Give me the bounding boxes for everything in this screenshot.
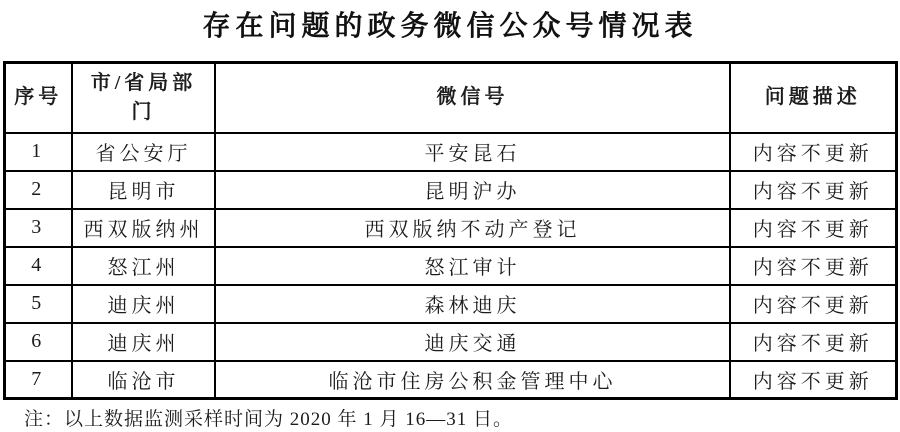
department-cell: 昆明市 <box>72 171 215 209</box>
department-cell: 西双版纳州 <box>72 209 215 247</box>
wechat-account-cell: 平安昆石 <box>215 133 730 171</box>
wechat-account-cell: 森林迪庆 <box>215 285 730 323</box>
table-row <box>4 247 896 285</box>
wechat-account-cell: 临沧市住房公积金管理中心 <box>215 361 730 399</box>
issue-cell: 内容不更新 <box>730 285 896 323</box>
serial-number-cell: 7 <box>4 361 72 399</box>
serial-number-cell: 5 <box>4 285 72 323</box>
table-row <box>4 285 896 323</box>
department-cell: 迪庆州 <box>72 323 215 361</box>
issue-cell: 内容不更新 <box>730 361 896 399</box>
wechat-account-cell: 昆明沪办 <box>215 171 730 209</box>
department-cell: 临沧市 <box>72 361 215 399</box>
wechat-account-cell: 怒江审计 <box>215 247 730 285</box>
header-issue-description: 问题描述 <box>730 63 896 133</box>
page-title: 存在问题的政务微信公众号情况表 <box>202 11 698 42</box>
wechat-account-cell: 迪庆交通 <box>215 323 730 361</box>
wechat-account-cell: 西双版纳不动产登记 <box>215 209 730 247</box>
serial-number-cell: 2 <box>4 171 72 209</box>
serial-number-cell: 4 <box>4 247 72 285</box>
issue-cell: 内容不更新 <box>730 209 896 247</box>
department-cell: 怒江州 <box>72 247 215 285</box>
issue-cell: 内容不更新 <box>730 171 896 209</box>
department-cell: 迪庆州 <box>72 285 215 323</box>
issue-cell: 内容不更新 <box>730 133 896 171</box>
department-cell: 省公安厅 <box>72 133 215 171</box>
table-row <box>4 209 896 247</box>
header-wechat-account: 微信号 <box>215 63 730 133</box>
table-row <box>4 171 896 209</box>
serial-number-cell: 6 <box>4 323 72 361</box>
table-row <box>4 323 896 361</box>
header-department-label: 市/省局部门 <box>90 71 197 123</box>
issue-cell: 内容不更新 <box>730 323 896 361</box>
header-serial-number: 序号 <box>4 63 72 133</box>
serial-number-cell: 3 <box>4 209 72 247</box>
header-department <box>72 63 215 133</box>
document-page <box>0 9 900 432</box>
table-row <box>4 133 896 171</box>
issue-cell: 内容不更新 <box>730 247 896 285</box>
table-header-row <box>4 63 896 133</box>
table-row <box>4 361 896 399</box>
serial-number-cell: 1 <box>4 133 72 171</box>
footnote: 注：以上数据监测采样时间为 2020 年 1 月 16—31 日。 <box>24 409 514 430</box>
issues-table <box>3 61 898 400</box>
